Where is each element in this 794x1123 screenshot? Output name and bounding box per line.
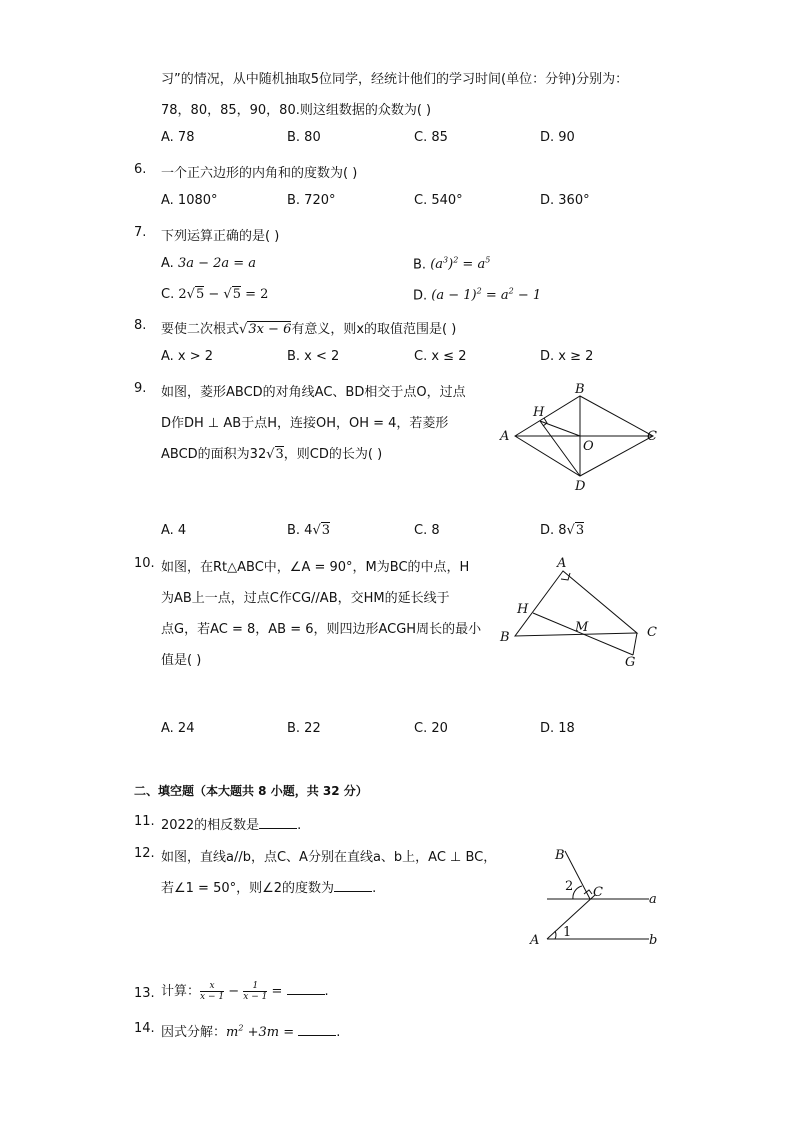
q5-option-a: A. 78 xyxy=(161,130,195,145)
q7-option-a xyxy=(161,256,256,271)
q9-label-c: C xyxy=(647,429,657,444)
q12-line2: 若∠1 = 50°，则∠2的度数为 . xyxy=(161,881,377,896)
q7-option-b-label: B. xyxy=(413,257,427,273)
q7-option-d-expr: $(a - 1)^2 = a^2 - 1$ xyxy=(431,287,542,304)
q8-option-d: D. x ≥ 2 xyxy=(540,349,594,364)
q6-option-a: A. 1080° xyxy=(161,193,218,208)
q10-number: 10. xyxy=(134,556,155,571)
q12-label-angle-2: 2 xyxy=(565,879,574,894)
q8-option-a: A. x > 2 xyxy=(161,349,214,364)
q14-text: 因式分解：$m^2 +3m$ = . xyxy=(161,1023,341,1040)
q10-line1: 如图，在Rt△ABC中，∠A = 90°，M为BC的中点，H xyxy=(161,560,470,575)
q12-answer-blank[interactable] xyxy=(334,879,372,892)
q5-line1: 习”的情况，从中随机抽取5位同学，经统计他们的学习时间(单位：分钟)分别为： xyxy=(161,72,629,87)
q13-number: 13. xyxy=(134,986,155,1001)
q12-label-a: A xyxy=(530,933,540,948)
q9-line1: 如图，菱形ABCD的对角线AC、BD相交于点O，过点 xyxy=(161,385,466,400)
q10-label-b: B xyxy=(500,630,510,645)
q7-option-b xyxy=(413,256,490,272)
q6-option-b: B. 720° xyxy=(287,193,336,208)
q9-label-o: O xyxy=(583,439,594,454)
q10-label-g: G xyxy=(625,655,636,670)
q10-option-a: A. 24 xyxy=(161,721,195,736)
q10-option-c: C. 20 xyxy=(414,721,448,736)
q7-option-a-expr: 3a − 2a = a xyxy=(177,256,257,271)
q9-line3: ABCD的面积为32√3，则CD的长为( ) xyxy=(161,447,383,462)
q10-label-h: H xyxy=(517,602,529,617)
q9-label-h: H xyxy=(533,405,545,420)
q12-label-line-b: b xyxy=(649,933,658,948)
q5-option-d: D. 90 xyxy=(540,130,575,145)
q9-option-c: C. 8 xyxy=(414,523,440,538)
q10-label-c: C xyxy=(647,625,657,640)
q5-option-b: B. 80 xyxy=(287,130,321,145)
q9-option-b: B. 4√3 xyxy=(287,523,331,538)
q10-option-d: D. 18 xyxy=(540,721,575,736)
q9-label-d: D xyxy=(575,479,586,494)
q8-number: 8. xyxy=(134,318,147,333)
q7-option-a-label: A. xyxy=(161,256,174,271)
q13-fraction-2: $\frac{1}{x - 1}$ xyxy=(243,981,268,1002)
q10-line2: 为AB上一点，过点C作CG//AB，交HM的延长线于 xyxy=(161,591,450,606)
q6-option-d: D. 360° xyxy=(540,193,590,208)
q7-option-d xyxy=(413,287,541,303)
q14-number: 14. xyxy=(134,1021,155,1036)
q6-text: 一个正六边形的内角和的度数为( ) xyxy=(161,166,358,181)
q9-option-d: D. 8√3 xyxy=(540,523,585,538)
q14-answer-blank[interactable] xyxy=(298,1023,336,1036)
q9-line2: D作DH ⊥ AB于点H，连接OH，OH = 4，若菱形 xyxy=(161,416,449,431)
q6-number: 6. xyxy=(134,162,147,177)
q10-label-m: M xyxy=(575,620,589,635)
q11-text: 2022的相反数是 . xyxy=(161,818,302,833)
q7-option-c-label: C. xyxy=(161,287,175,302)
q12-label-b: B xyxy=(555,848,565,863)
q13-text: 计算： $\frac{x}{x - 1}$ − $\frac{1}{x - 1}$ = . xyxy=(161,981,329,1002)
q13-answer-blank[interactable] xyxy=(287,982,325,995)
q10-triangle-figure xyxy=(495,553,675,673)
q5-option-c: C. 85 xyxy=(414,130,448,145)
q8-option-c: C. x ≤ 2 xyxy=(414,349,467,364)
q10-label-a: A xyxy=(557,556,567,571)
q11-number: 11. xyxy=(134,814,155,829)
q12-line1: 如图，直线a//b，点C、A分别在直线a、b上，AC ⊥ BC， xyxy=(161,850,497,865)
q12-label-c: C xyxy=(593,885,603,900)
q9-label-b: B xyxy=(575,382,585,397)
q10-line3: 点G，若AC = 8，AB = 6，则四边形ACGH周长的最小 xyxy=(161,622,482,637)
q7-option-b-expr: $(a^3)^2 = a^5$ xyxy=(430,256,491,273)
q9-rhombus-figure xyxy=(495,378,675,498)
q7-number: 7. xyxy=(134,225,147,240)
q6-option-c: C. 540° xyxy=(414,193,463,208)
q12-label-angle-1: 1 xyxy=(563,925,572,940)
q7-text: 下列运算正确的是( ) xyxy=(161,229,280,244)
q7-option-c-expr: 2√5 − √5 = 2 xyxy=(178,287,269,302)
q7-option-c xyxy=(161,287,268,302)
q9-label-a: A xyxy=(500,429,510,444)
q9-number: 9. xyxy=(134,381,147,396)
q9-option-a: A. 4 xyxy=(161,523,187,538)
section-2-title: 二、填空题（本大题共 8 小题，共 32 分） xyxy=(134,784,368,798)
q8-text: 要使二次根式√3x − 6有意义，则x的取值范围是( ) xyxy=(161,322,457,337)
q10-line4: 值是( ) xyxy=(161,653,202,668)
q13-fraction-1: $\frac{x}{x - 1}$ xyxy=(200,981,225,1002)
q7-option-d-label: D. xyxy=(413,288,428,304)
q11-answer-blank[interactable] xyxy=(259,816,297,829)
q8-option-b: B. x < 2 xyxy=(287,349,340,364)
q12-parallel-lines-figure xyxy=(525,843,675,953)
q5-line2: 78，80，85，90，80.则这组数据的众数为( ) xyxy=(161,103,432,118)
q10-option-b: B. 22 xyxy=(287,721,321,736)
q12-label-line-a: a xyxy=(649,892,657,907)
q12-number: 12. xyxy=(134,846,155,861)
q8-radicand: 3x − 6 xyxy=(248,322,292,337)
